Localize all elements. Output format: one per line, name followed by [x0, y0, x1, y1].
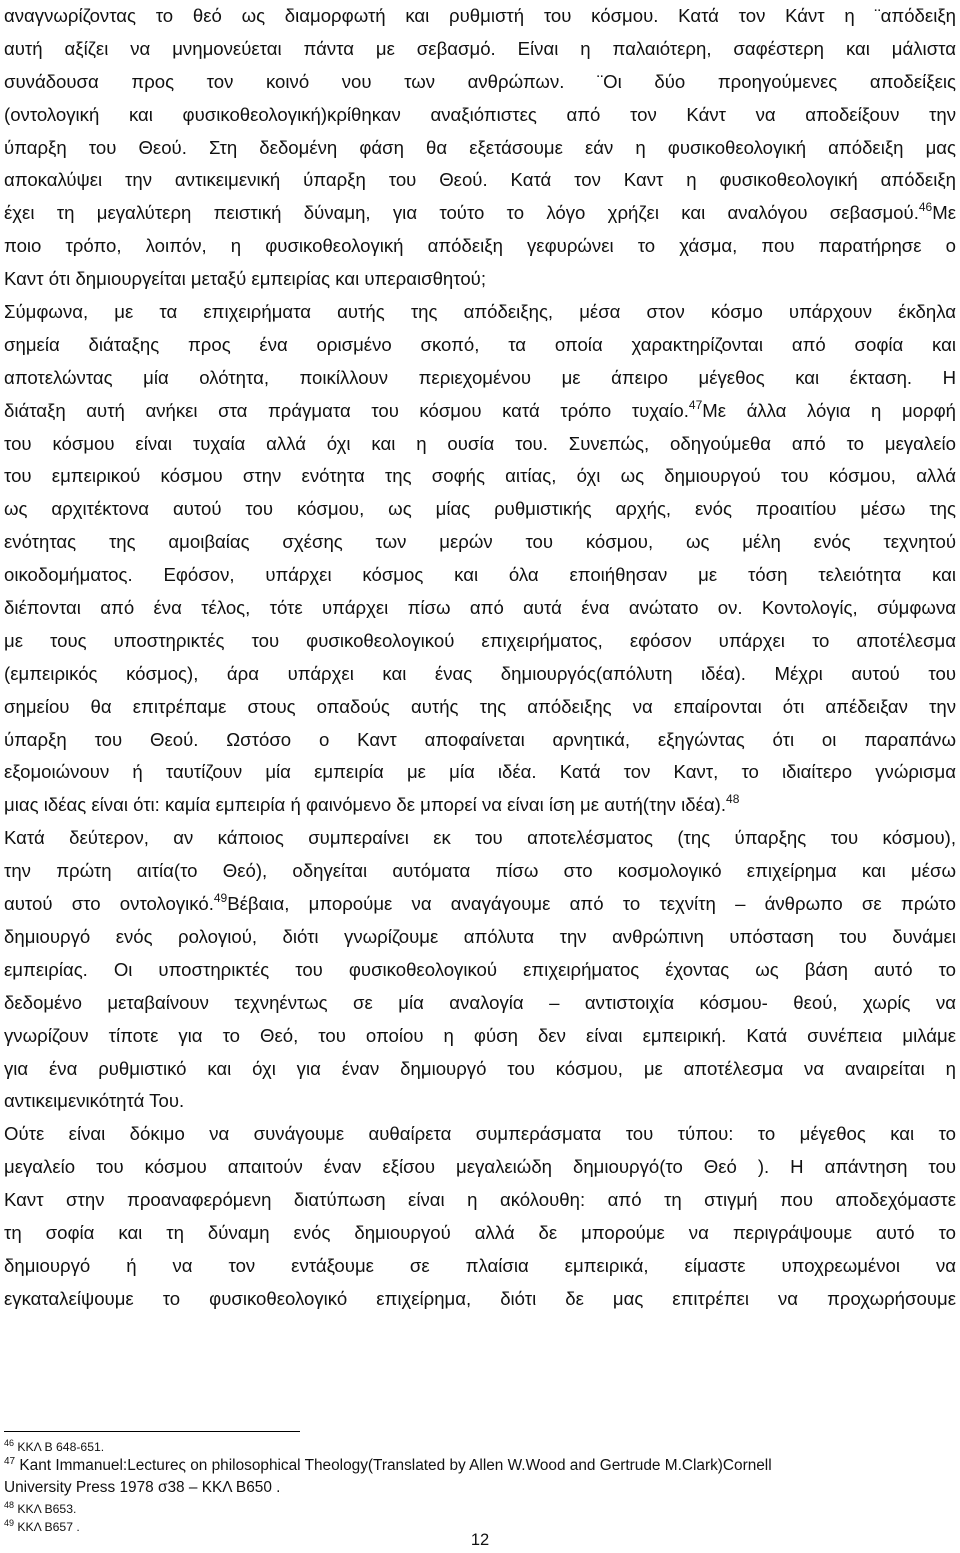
text-line: οικοδομήματος. Εφόσον, υπάρχει κόσμος και όλα εποιήθησαν με τόση τελειότητα και — [4, 564, 956, 586]
footnote-reference: 48 — [726, 792, 740, 807]
footnote: $^{46}$ ΚΚΛ Β 648-651. — [4, 1438, 105, 1454]
footnote-number: 46 — [4, 1438, 15, 1448]
text-line: σημεία διάταξης προς ένα ορισμένο σκοπό, τα οποία χαρακτηρίζονται από σοφία και — [4, 333, 956, 355]
text-line: συνάδουσα προς τον κοινό νου των ανθρώπων. ¨Οι δύο προηγούμενες αποδείξεις — [4, 70, 956, 92]
text-line: Καντ στην προαναφερόμενη διατύπωση είναι η ακόλουθη: από τη στιγμή που αποδεχόμαστε — [4, 1189, 956, 1211]
text-line: γνωρίζουν τίποτε για το Θεό, του οποίου η φύση δεν είναι εμπειρική. Κατά συνέπεια μιλάμε — [4, 1024, 956, 1046]
text-line: αποτελώντας μία ολότητα, ποικίλλουν περιεχομένου με άπειρο μέγεθος και έκταση. Η — [4, 366, 956, 388]
text-line: ως αρχιτέκτονα αυτού του κόσμου, ως μίας ρυθμιστικής αρχής, ενός προαιτίου μέσω της — [4, 498, 956, 520]
text-line: διάταξη αυτή ανήκει στα πράγματα του κόσμου κατά τρόπο τυχαίο.$^{47}$Με άλλα λόγια η μορφή — [4, 397, 956, 421]
footnote-reference: 46 — [918, 200, 933, 215]
text-line: αντικειμενικότητά Του. — [4, 1090, 185, 1112]
text-line: την πρώτη αιτία(το Θεό), οδηγείται αυτόματα πίσω στο κοσμολογικό επιχείρημα και μέσω — [4, 860, 956, 882]
footnote-reference: 47 — [688, 397, 703, 412]
footnote-number: 49 — [4, 1518, 15, 1528]
body-text — [4, 0, 956, 1316]
text-line: δημιουργό ή να τον εντάξουμε σε πλαίσια εμπειρικά, είμαστε υποχρεωμένοι να — [4, 1254, 956, 1276]
footnote-number: 48 — [4, 1500, 15, 1510]
footnote: $^{48}$ ΚΚΛ Β653. — [4, 1500, 77, 1516]
text-line: Κατά δεύτερον, αν κάποιος συμπεραίνει εκ του αποτελέσματος (της ύπαρξης του κόσμου), — [4, 827, 956, 849]
text-line: αναγνωρίζοντας το θεό ως διαμορφωτή και ρυθμιστή του κόσμου. Κατά τον Κάντ η ¨απόδειξη — [4, 5, 956, 26]
footnote-number: 47 — [4, 1456, 16, 1467]
footnote: $^{49}$ ΚΚΛ Β657 . — [4, 1518, 80, 1534]
text-line: μιας ιδέας είναι ότι: καμία εμπειρία ή φαινόμενο δε μπορεί να είναι ίση με αυτή(την ιδέα).$^{48}$ — [4, 792, 740, 816]
text-line: Καντ ότι δημιουργείται μεταξύ εμπειρίας και υπεραισθητού; — [4, 268, 487, 290]
text-line: εγκαταλείψουμε το φυσικοθεολογικό επιχείρημα, διότι δε μας επιτρέπει να προχωρήσουμε — [4, 1287, 956, 1309]
text-line: Ούτε είναι δόκιμο να συνάγουμε αυθαίρετα συμπεράσματα του τύπου: το μέγεθος και το — [4, 1123, 956, 1145]
footnotes — [4, 1437, 956, 1535]
text-line: με τους υποστηρικτές του φυσικοθεολογικού επιχειρήματος, εφόσον υπάρχει το αποτέλεσμα — [4, 629, 956, 651]
text-line: του εμπειρικού κόσμου στην ενότητα της σοφής αιτίας, όχι ως δημιουργού του κόσμου, αλλά — [4, 465, 956, 487]
page-number: 12 — [470, 1531, 490, 1549]
text-line: ύπαρξη του Θεού. Ωστόσο ο Καντ αποφαίνεται αρνητικά, εξηγώντας ότι οι παραπάνω — [4, 728, 956, 750]
footnote-separator — [4, 1431, 300, 1432]
footnote: University Press 1978 σ38 – ΚΚΛ Β650 . — [4, 1479, 281, 1496]
text-line: αυτού στο οντολογικό.$^{49}$Βέβαια, μπορούμε να αναγάγουμε από το τεχνίτη – άνθρωπο σε πρώτο — [4, 891, 956, 915]
text-line: έχει τη μεγαλύτερη πειστική δύναμη, για τούτο το λόγο χρήζει και αναλόγου σεβασμού.$^{46}$Με — [4, 200, 956, 224]
text-line: μεγαλείο του κόσμου απαιτούν έναν εξίσου μεγαλειώδη δημιουργό(το Θεό ). Η απάντηση του — [4, 1156, 956, 1178]
text-line: ενότητας της αμοιβαίας σχέσης των μερών του κόσμου, ως μέλη ενός τεχνητού — [4, 531, 956, 553]
footnote-reference: 49 — [213, 891, 228, 906]
footnote: $^{47}$ Kant Immanuel:Lectureς on philosophical Theology(Translated by Allen W.Wood and Gertrude M.Clark)Cornell — [4, 1456, 772, 1474]
text-line: αυτή αξίζει να μνημονεύεται πάντα με σεβασμό. Είναι η παλαιότερη, σαφέστερη και μάλιστα — [4, 37, 956, 59]
text-line: (εμπειρικός κόσμος), άρα υπάρχει και ένας δημιουργός(απόλυτη ιδέα). Μέχρι αυτού του — [4, 662, 956, 684]
text-line: ποιο τρόπο, λοιπόν, η φυσικοθεολογική απόδειξη γεφυρώνει το χάσμα, που παρατήρησε ο — [4, 235, 956, 257]
text-line: τη σοφία και τη δύναμη ενός δημιουργού αλλά δε μπορούμε να περιγράψουμε αυτό το — [4, 1221, 956, 1243]
text-line: (οντολογική και φυσικοθεολογική)κρίθηκαν αναξιόπιστες από τον Κάντ να αποδείξουν την — [4, 103, 956, 125]
text-line: διέπονται από ένα τέλος, τότε υπάρχει πίσω από αυτά ένα ανώτατο ον. Κοντολογίς, σύμφωνα — [4, 597, 956, 619]
text-line: εμπειρίας. Οι υποστηρικτές του φυσικοθεολογικού επιχειρήματος έχοντας ως βάση αυτό το — [4, 958, 956, 980]
text-line: Σύμφωνα, με τα επιχειρήματα αυτής της απόδειξης, μέσα στον κόσμο υπάρχουν έκδηλα — [4, 301, 956, 323]
text-line: του κόσμου είναι τυχαία αλλά όχι και η ουσία του. Συνεπώς, οδηγούμεθα από το μεγαλείο — [4, 432, 956, 454]
text-line: ύπαρξη του Θεού. Στη δεδομένη φάση θα εξετάσουμε εάν η φυσικοθεολογική απόδειξη μας — [4, 136, 956, 158]
text-line: αποκαλύψει την αντικειμενική ύπαρξη του Θεού. Κατά τον Καντ η φυσικοθεολογική απόδειξη — [4, 169, 956, 191]
text-line: δημιουργό ενός ρολογιού, διότι γνωρίζουμε απόλυτα την ανθρώπινη υπόσταση του δυνάμει — [4, 925, 956, 947]
text-line: δεδομένο μεταβαίνουν τεχνηέντως σε μία αναλογία – αντιστοιχία κόσμου- θεού, χωρίς να — [4, 991, 956, 1013]
text-line: για ένα ρυθμιστικό και όχι για έναν δημιουργό του κόσμου, με αποτέλεσμα να αναιρείται η — [4, 1057, 956, 1079]
text-line: σημείου θα επιτρέπαμε στους οπαδούς αυτής της απόδειξης να επαίρονται ότι απέδειξαν την — [4, 695, 956, 717]
text-line: εξομοιώνουν ή ταυτίζουν μία εμπειρία με μία ιδέα. Κατά τον Καντ, το ιδιαίτερο γνώρισμα — [4, 761, 956, 783]
